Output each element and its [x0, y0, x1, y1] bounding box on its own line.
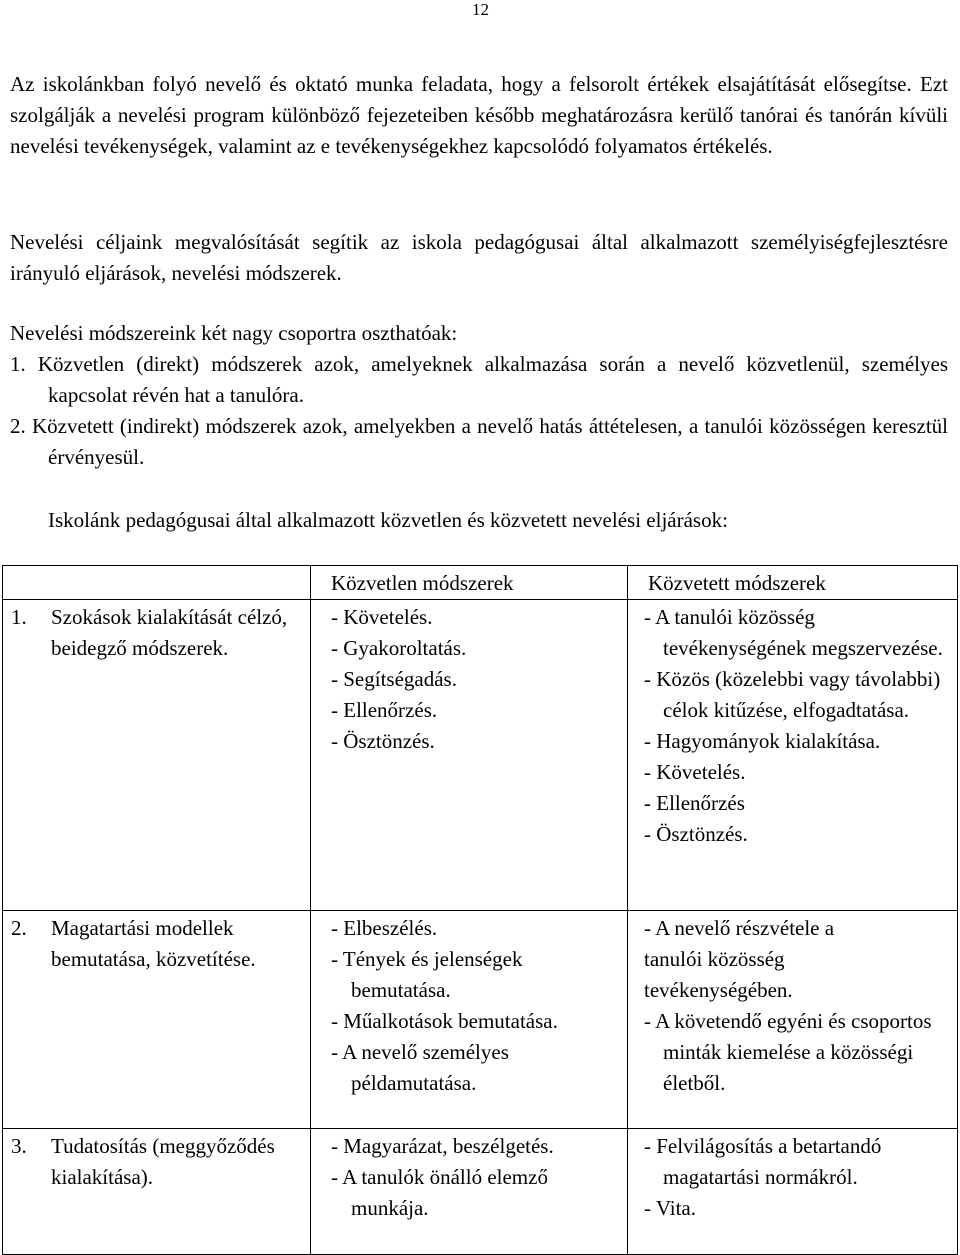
method-group-number: 1.	[10, 352, 26, 376]
indirect-methods-cell	[628, 911, 958, 1129]
list-item: - Segítségadás.	[331, 667, 457, 691]
table-intro: Iskolánk pedagógusai által alkalmazott közvetlen és közvetett nevelési eljárások:	[48, 508, 728, 532]
category-cell	[3, 911, 311, 1129]
method-group-text: Közvetett (indirekt) módszerek azok, amelyekben a nevelő hatás áttételesen, a tanulói közösségen keresztül érvényesül.	[32, 414, 948, 469]
table-row	[3, 911, 958, 1129]
page-number: 12	[472, 0, 489, 19]
direct-methods-cell	[311, 600, 628, 911]
list-item: - Vita.	[644, 1196, 697, 1220]
category-number: 2.	[11, 916, 27, 940]
indirect-methods-cell	[628, 600, 958, 911]
list-item: - A nevelő személyes példamutatása.	[331, 1040, 509, 1095]
header-indirect-methods: Közvetett módszerek	[628, 566, 958, 600]
table-row	[3, 1129, 958, 1255]
list-item: - Elbeszélés.	[331, 916, 438, 940]
table-row	[3, 600, 958, 911]
list-item: - Közös (közelebbi vagy távolabbi) célok kitűzése, elfogadtatása.	[644, 667, 941, 722]
list-item: - Ösztönzés.	[644, 822, 748, 846]
indirect-methods-cell	[628, 1129, 958, 1255]
list-item: - Magyarázat, beszélgetés.	[331, 1134, 554, 1158]
category-cell	[3, 1129, 311, 1255]
goals-paragraph: Nevelési céljaink megvalósítását segítik az iskola pedagógusai által alkalmazott személyiségfejlesztésre irányuló eljárások, nevelési módszerek.	[10, 230, 948, 285]
list-item: - A nevelő részvétele a	[644, 916, 835, 940]
category-text: Magatartási modellek bemutatása, közvetítése.	[51, 916, 256, 971]
list-item: - Tények és jelenségek bemutatása.	[331, 947, 523, 1002]
list-item: - Ellenőrzés.	[331, 698, 438, 722]
method-group-number: 2.	[10, 414, 26, 438]
table-header-row	[3, 566, 958, 600]
list-item: - Követelés.	[644, 760, 746, 784]
list-item: - Ösztönzés.	[331, 729, 435, 753]
list-item: - Ellenőrzés	[644, 791, 745, 815]
list-item: tanulói közösség	[644, 947, 785, 971]
list-item: - Felvilágosítás a betartandó magatartási normákról.	[644, 1134, 882, 1189]
list-item: - Műalkotások bemutatása.	[331, 1009, 558, 1033]
methods-table	[2, 565, 958, 1255]
list-item: tevékenységében.	[644, 978, 793, 1002]
list-item: - A tanulói közösség tevékenységének megszervezése.	[644, 605, 943, 660]
list-item: - A tanulók önálló elemző munkája.	[331, 1165, 548, 1220]
list-item: - Gyakoroltatás.	[331, 636, 467, 660]
category-text: Szokások kialakítását célzó, beidegző módszerek.	[51, 605, 288, 660]
direct-methods-cell	[311, 1129, 628, 1255]
list-item: - Hagyományok kialakítása.	[644, 729, 881, 753]
method-group-indirect	[10, 411, 948, 473]
direct-methods-cell	[311, 911, 628, 1129]
header-category	[3, 566, 311, 600]
groups-intro: Nevelési módszereink két nagy csoportra oszthatóak:	[10, 321, 458, 345]
method-group-text: Közvetlen (direkt) módszerek azok, amelyeknek alkalmazása során a nevelő közvetlenül, személyes kapcsolat révén hat a tanulóra.	[37, 352, 949, 407]
list-item: - A követendő egyéni és csoportos minták kiemelése a közösségi életből.	[644, 1009, 932, 1095]
category-number: 1.	[11, 605, 27, 629]
category-text: Tudatosítás (meggyőződés kialakítása).	[51, 1134, 275, 1189]
category-cell	[3, 600, 311, 911]
header-direct-methods: Közvetlen módszerek	[311, 566, 628, 600]
list-item: - Követelés.	[331, 605, 433, 629]
intro-paragraph: Az iskolánkban folyó nevelő és oktató munka feladata, hogy a felsorolt értékek elsajátítását elősegítse. Ezt szolgálják a nevelési program különböző fejezeteiben később meghatározásra kerülő tanórai és tanórán kívüli nevelési tevékenységek, valamint az e tevékenységekhez kapcsolódó folyamatos értékelés.	[10, 72, 948, 158]
category-number: 3.	[11, 1134, 27, 1158]
method-group-direct	[10, 349, 948, 411]
